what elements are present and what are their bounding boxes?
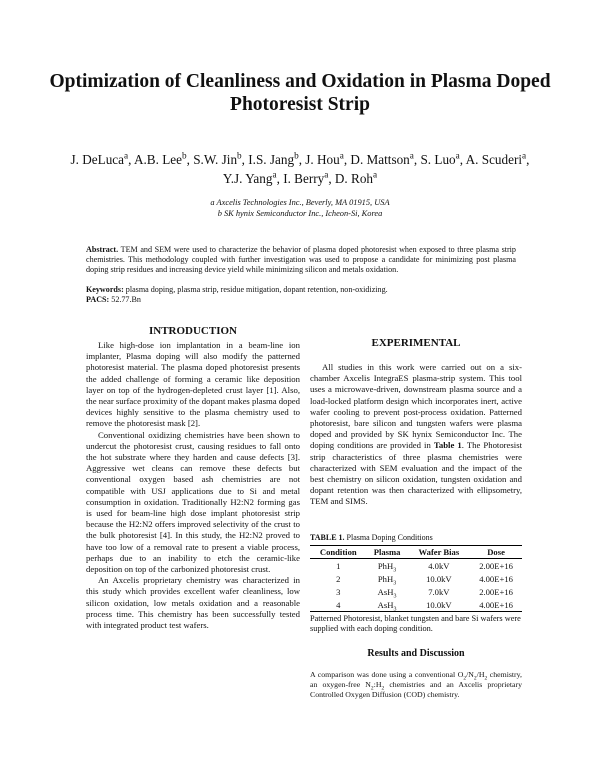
- affiliations: [90, 197, 510, 219]
- cell-dose: 2.00E+16: [479, 586, 513, 597]
- cell-bias: 10.0kV: [408, 598, 471, 612]
- cell-condition: 4: [310, 598, 367, 612]
- affiliation-a: a Axcelis Technologies Inc., Beverly, MA 01915, USA: [210, 198, 390, 207]
- results-heading: Results and Discussion: [367, 648, 465, 659]
- author-list: J. DeLuca$^a$, A.B. Lee$^b$, S.W. Jin$^b$, I.S. Jang$^b$, J. Hou$^a$, D. Mattson$^a$, S. Luo$^a$, A. Scuderi$^a$, Y.J. Yang$^a$, I. Berry$^a$, D. Roh$^a$: [70, 150, 530, 186]
- col-header-condition: Condition: [310, 546, 367, 559]
- cell-condition: 3: [336, 586, 341, 597]
- intro-paragraph-2: Conventional oxidizing chemistries have been shown to undercut the photoresist crust, causing residues to fall onto the hot substrate where they harden and cause defects [3]. Aggressive wet cleans can remove these defects but conventional oxygen based ash chemistries are not compatible with USJ applications due to Si and metal consumption in oxidation. Traditionally H2:N2 forming gas is used for beam-line high dose implant photoresist strip because the H2:N2 offers improved selectivity of the crust to the bulk photoresist [4]. In this study, the H2:N2 proved to have too low of a removal rate to present a viable process, perhaps due to an inability to etch the ceramic-like deposition on top of the carbonized photoresist crust.: [86, 429, 300, 575]
- cell-condition: 1: [336, 560, 341, 571]
- cell-bias: 7.0kV: [428, 586, 450, 597]
- table-caption: [310, 533, 433, 542]
- col-header-wafer-bias: Wafer Bias: [408, 546, 471, 559]
- experimental-heading: EXPERIMENTAL: [371, 337, 461, 349]
- abstract: [86, 245, 516, 276]
- keywords-label: Keywords:: [86, 285, 124, 294]
- table-caption-text: Plasma Doping Conditions: [346, 533, 433, 542]
- keywords-text: plasma doping, plasma strip, residue mitigation, dopant retention, non-oxidizing.: [125, 285, 388, 294]
- cell-plasma: PhH$_3$: [377, 560, 397, 574]
- introduction-heading: INTRODUCTION: [148, 325, 237, 337]
- table-row: [310, 585, 522, 598]
- cell-plasma: PhH$_3$: [377, 573, 397, 587]
- doping-conditions-table: [310, 545, 522, 612]
- table-row: [310, 598, 522, 612]
- cell-bias: 4.0kV: [428, 560, 450, 571]
- abstract-label: Abstract.: [86, 245, 119, 254]
- pacs-label: PACS:: [86, 295, 110, 304]
- table-note: Patterned Photoresist, blanket tungsten and bare Si wafers were supplied with each doping condition.: [310, 614, 521, 634]
- experimental-paragraph: All studies in this work were carried out on a six-chamber Axcelis IntegraES plasma-strip system. This tool uses a microwave-driven, downstream plasma source and a load-locked platform design which incorporates inert, active wafer cooling to prevent post-process oxidation. Patterned photoresist, bare silicon and tungsten wafers were plasma doped and provided by SK hynix Semiconductor Inc. The doping conditions are provided in Table 1. The Photoresist strip characteristics of three plasma chemistries were characterized with SEM evaluation and the impact of the best chemistry on silicon oxidation, tungsten oxidation and dopant retention was then characterized with ellipsometry, TEM and SIMS.: [310, 362, 523, 507]
- cell-plasma: AsH$_3$: [367, 598, 408, 612]
- cell-bias: 10.0kV: [426, 573, 452, 584]
- introduction-section: [86, 340, 300, 631]
- affiliation-b: b SK hynix Semiconductor Inc., Icheon-Si, Korea: [217, 209, 383, 218]
- cell-dose: 4.00E+16: [470, 598, 522, 612]
- intro-paragraph-1: Like high-dose ion implantation in a beam-line ion implanter, Plasma doping will also modify the patterned photoresist material. The plasma doped photoresist presents the added challenge of forming a ceramic like deposition layer on top of the hydrogen-depleted crust layer [1]. Also, the near surface proximity of the dopant makes plasma doped devices highly sensitive to the plasma chemistry used to remove the photoresist mask [2].: [86, 340, 300, 429]
- paper-title: Optimization of Cleanliness and Oxidation in Plasma Doped Photoresist Strip: [49, 71, 551, 115]
- table-caption-label: TABLE 1.: [310, 533, 345, 542]
- cell-dose: 2.00E+16: [479, 560, 513, 571]
- experimental-section: [310, 362, 522, 508]
- cell-condition: 2: [336, 573, 341, 584]
- abstract-text: TEM and SEM were used to characterize the behavior of plasma doped photoresist when exposed to three plasma strip chemistries. This methodology coupled with further investigation was used to propose a candidate for minimizing post plasma doping strip residues and increasing device yield while minimizing silicon and metals oxidation.: [86, 245, 516, 275]
- intro-paragraph-3: An Axcelis proprietary chemistry was characterized in this study which provides excellent wafer cleanliness, low silicon oxidation, low metals oxidation and a reasonable process time. This chemistry has been successfully tested with integrated product test wafers.: [86, 575, 300, 631]
- col-header-plasma: Plasma: [367, 546, 408, 559]
- col-header-dose: Dose: [470, 546, 522, 559]
- table-row: [310, 572, 522, 585]
- cell-plasma: AsH$_3$: [377, 586, 397, 600]
- results-paragraph: A comparison was done using a conventional $O_2/N_2/H_2$ chemistry, an oxygen-free $N_2:H_2$ chemistries and an Axcelis proprietary Controlled Oxygen Diffusion (COD) chemistry.: [310, 670, 522, 699]
- table-row: [310, 559, 522, 573]
- keywords-block: [86, 285, 516, 305]
- table-header-row: [310, 546, 522, 559]
- pacs-text: 52.77.Bn: [111, 295, 141, 304]
- cell-dose: 4.00E+16: [479, 573, 513, 584]
